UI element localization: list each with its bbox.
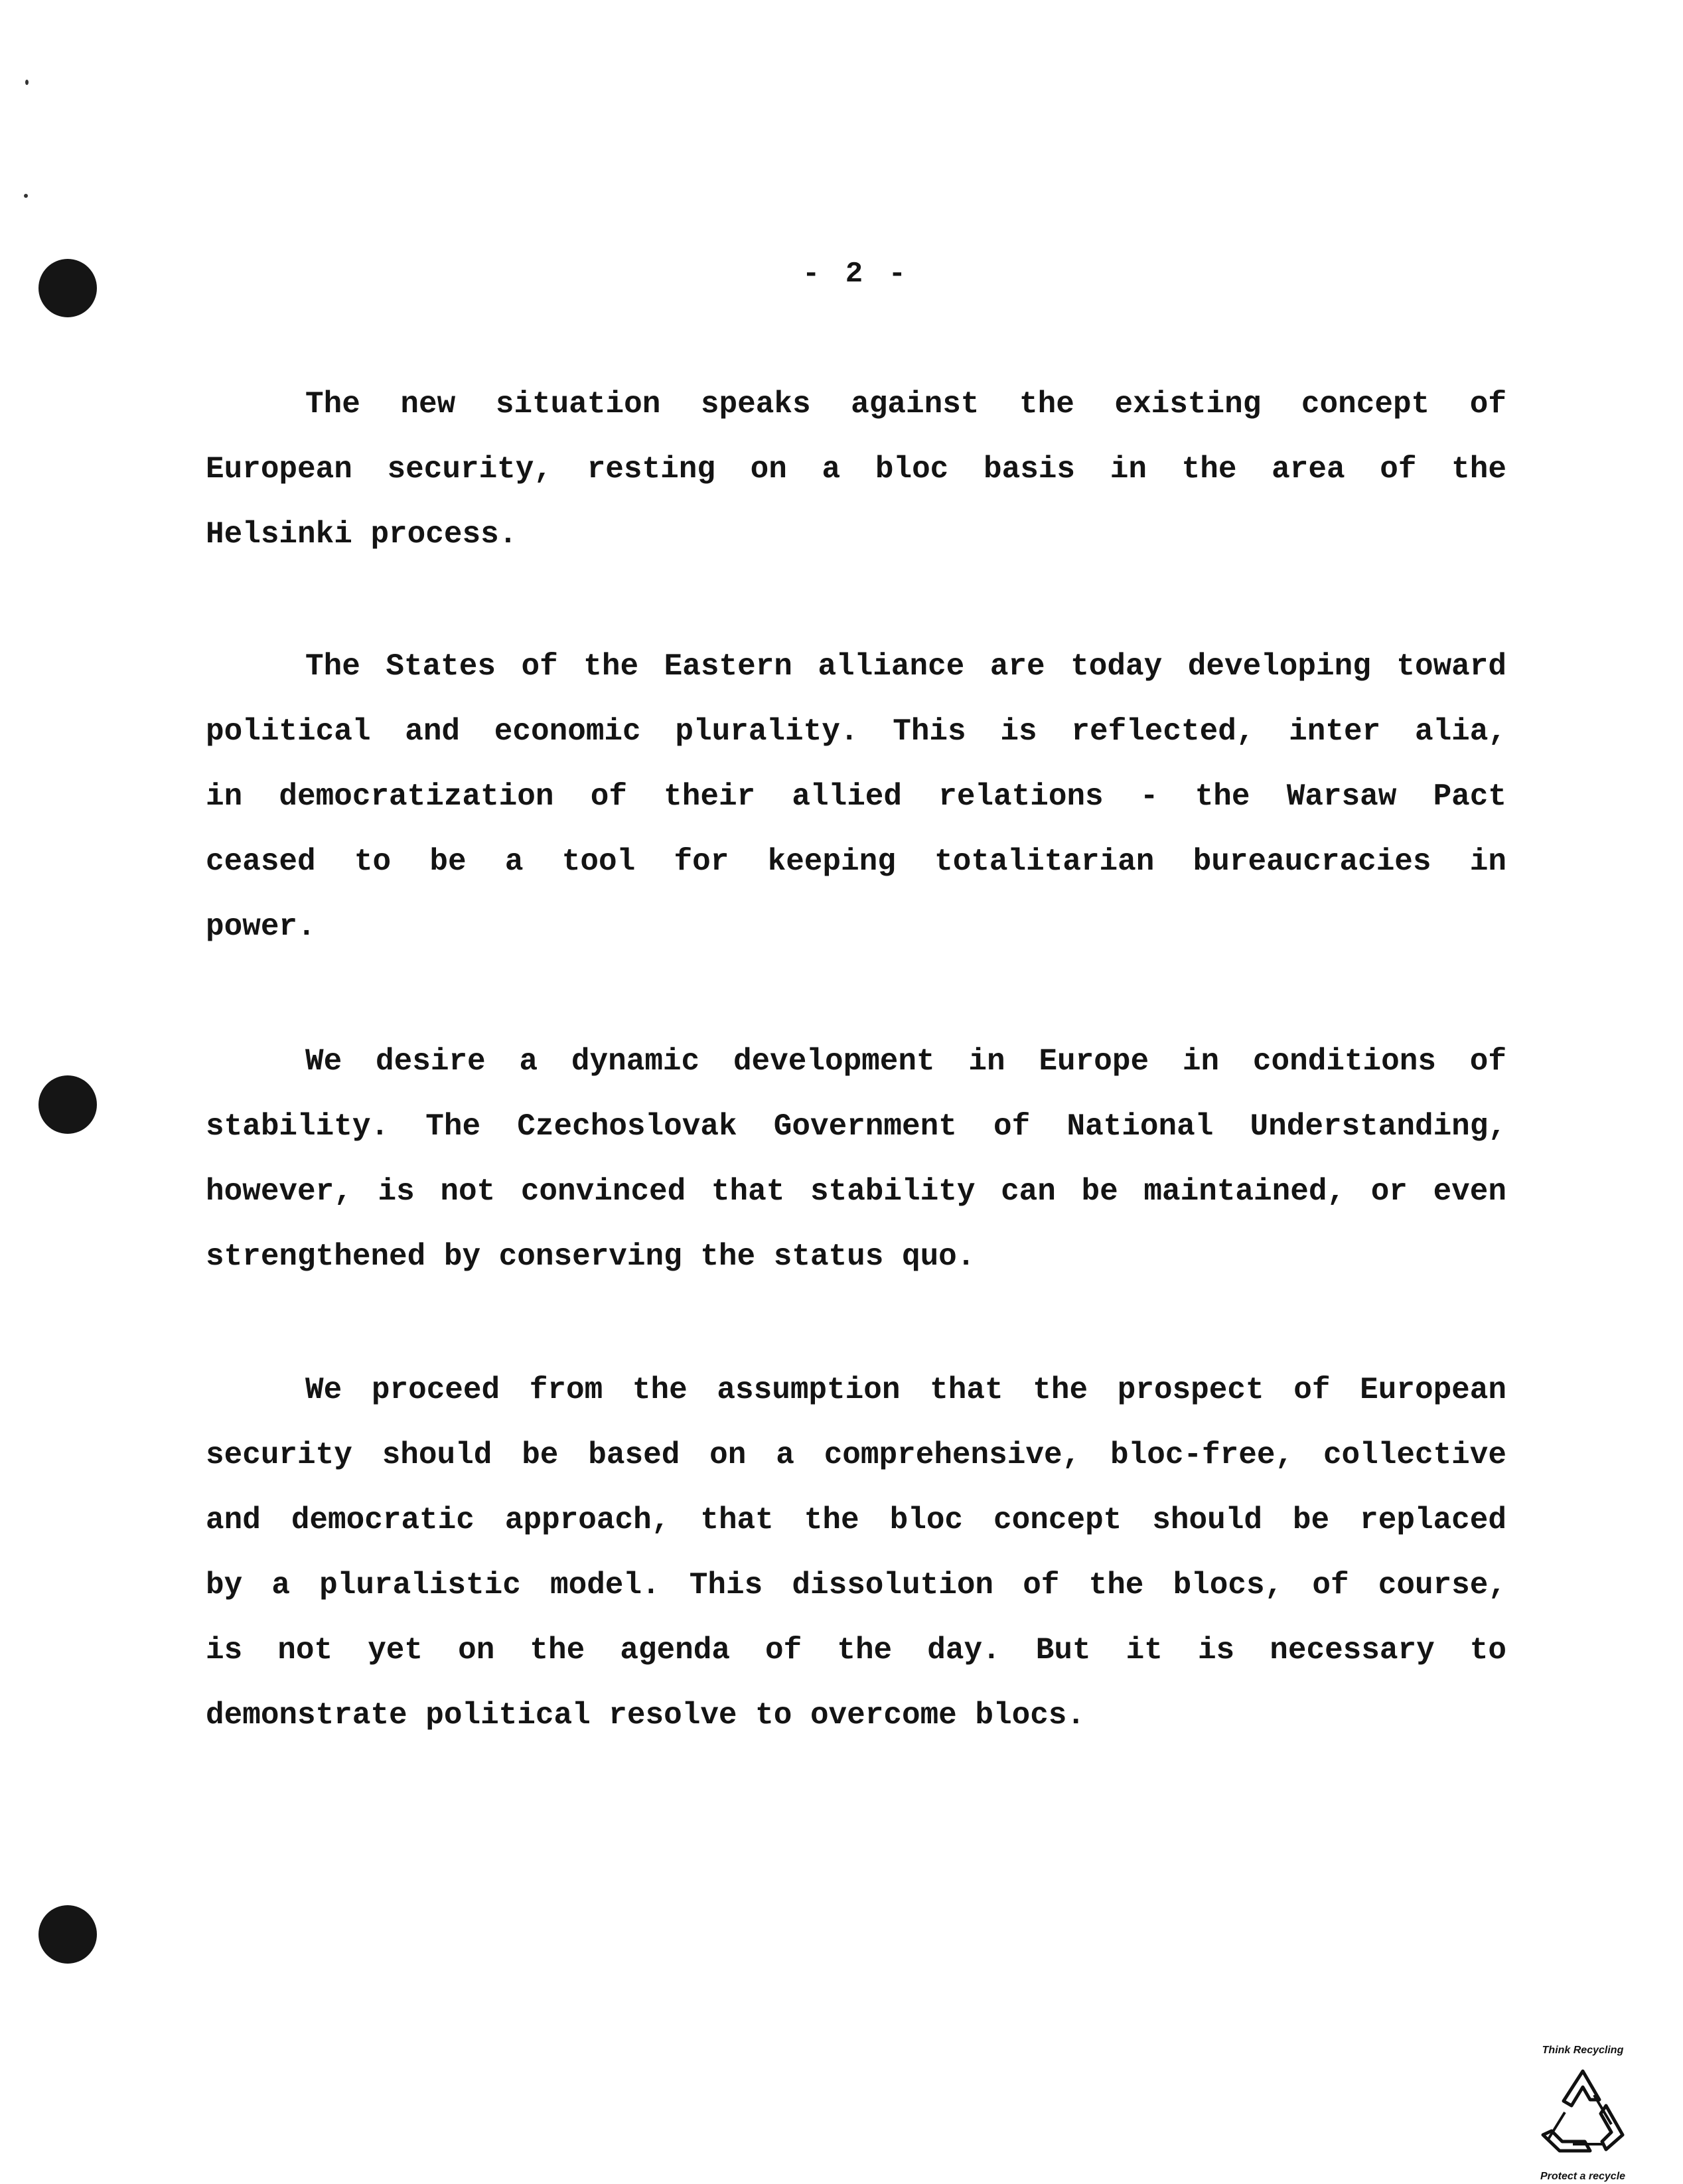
text-line: security should be based on a comprehensive, bloc-free, collective — [206, 1438, 1506, 1472]
text-line: power. — [206, 909, 316, 944]
punch-hole-bottom — [38, 1905, 97, 1964]
scan-speck — [24, 194, 28, 198]
punch-hole-middle — [38, 1075, 97, 1134]
text-line: stability. The Czechoslovak Government of National Understanding, — [206, 1109, 1506, 1144]
text-line: political and economic plurality. This is reflected, inter alia, — [206, 714, 1506, 749]
paragraph-2 — [206, 634, 1506, 959]
text-line: by a pluralistic model. This dissolution of the blocs, of course, — [206, 1568, 1506, 1602]
text-line: The new situation speaks against the existing concept of — [305, 387, 1506, 422]
text-line: however, is not convinced that stability can be maintained, or even — [206, 1174, 1506, 1209]
text-line: and democratic approach, that the bloc concept should be replaced — [206, 1503, 1506, 1537]
recycle-caption-bottom: Protect a recycle — [1540, 2171, 1626, 2182]
punch-hole-top — [38, 259, 97, 317]
paragraph-3 — [206, 1029, 1506, 1289]
paragraph-4 — [206, 1358, 1506, 1748]
page-number: - 2 - — [802, 258, 911, 291]
text-line: in democratization of their allied relations - the Warsaw Pact — [206, 779, 1506, 814]
text-line: Helsinki process. — [206, 517, 518, 552]
text-line: demonstrate political resolve to overcome blocs. — [206, 1698, 1086, 1733]
scan-speck — [25, 80, 29, 85]
text-line: The States of the Eastern alliance are today developing toward — [305, 649, 1506, 684]
text-line: ceased to be a tool for keeping totalitarian bureaucracies in — [206, 844, 1506, 879]
recycle-caption-top: Think Recycling — [1542, 2045, 1624, 2056]
paragraph-1 — [206, 372, 1506, 567]
text-line: We desire a dynamic development in Europe in conditions of — [305, 1044, 1506, 1079]
text-line: is not yet on the agenda of the day. But it is necessary to — [206, 1633, 1506, 1668]
text-line: European security, resting on a bloc basis in the area of the — [206, 452, 1506, 487]
recycle-icon — [1533, 2063, 1633, 2163]
recycle-logo — [1520, 2045, 1646, 2184]
text-line: strengthened by conserving the status quo. — [206, 1239, 976, 1274]
text-line: We proceed from the assumption that the prospect of European — [305, 1373, 1506, 1407]
